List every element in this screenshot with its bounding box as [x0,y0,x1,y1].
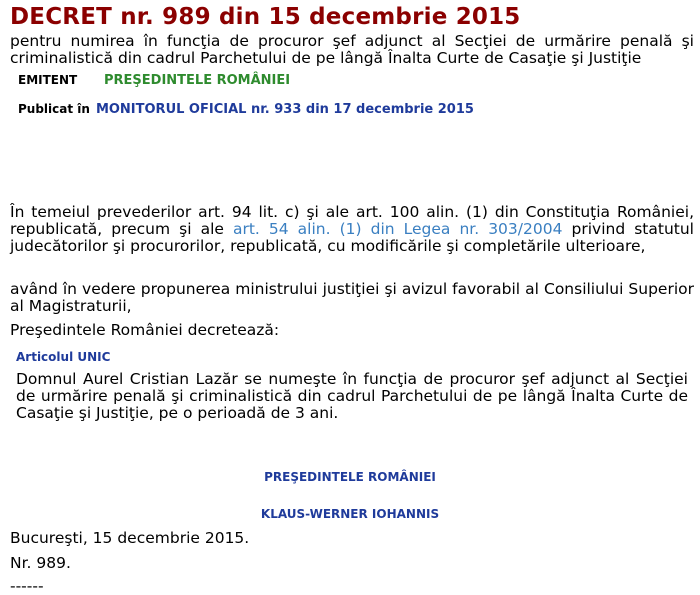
signatory-title: PREŞEDINTELE ROMÂNIEI [264,470,436,484]
document-title: DECRET nr. 989 din 15 decembrie 2015 [10,4,521,30]
place-date: Bucureşti, 15 decembrie 2015. [10,529,250,547]
document-subtitle: pentru numirea în funcţia de procuror şef adjunct al Secţiei de urmărire penală şi criminalistică din cadrul Parchetului de pe lângă Înalta Curte de Casaţie şi Justiţie [10,32,694,67]
article-text: Domnul Aurel Cristian Lazăr se numeşte în funcţia de procuror şef adjunct al Secţiei de urmărire penală şi criminalistică din cadrul Parchetului de pe lângă Înalta Curte de Casaţie şi Justiţie, pe o perioadă de 3 ani. [16,370,688,422]
emitent-label: EMITENT [18,73,78,87]
published-value: MONITORUL OFICIAL nr. 933 din 17 decembrie 2015 [95,102,474,117]
legal-basis-paragraph [10,204,694,255]
decree-number: Nr. 989. [10,554,71,572]
publication-row [18,98,474,117]
legal-basis-text-start: În temeiul prevederilor art. 94 lit. c) şi ale art. 100 alin. (1) din Constituţia României, republicată, precum şi ale [10,203,694,238]
law-reference-link[interactable]: art. 54 alin. (1) din Legea nr. 303/2004 [232,220,563,238]
emitent-row [18,69,290,88]
legal-basis-text-end: privind statutul judecătorilor şi procurorilor, republicată, cu modificările şi completările ulterioare, [10,220,694,255]
considering-paragraph: având în vedere propunerea ministrului justiţiei şi avizul favorabil al Consiliului Superior al Magistraturii, [10,280,694,315]
decree-statement: Preşedintele României decretează: [10,321,280,339]
emitent-value: PREŞEDINTELE ROMÂNIEI [104,73,291,88]
separator-line: ------ [10,577,44,595]
published-label: Publicat în [18,102,90,116]
signatory-name: KLAUS-WERNER IOHANNIS [260,507,440,521]
article-title: Articolul UNIC [16,350,111,364]
